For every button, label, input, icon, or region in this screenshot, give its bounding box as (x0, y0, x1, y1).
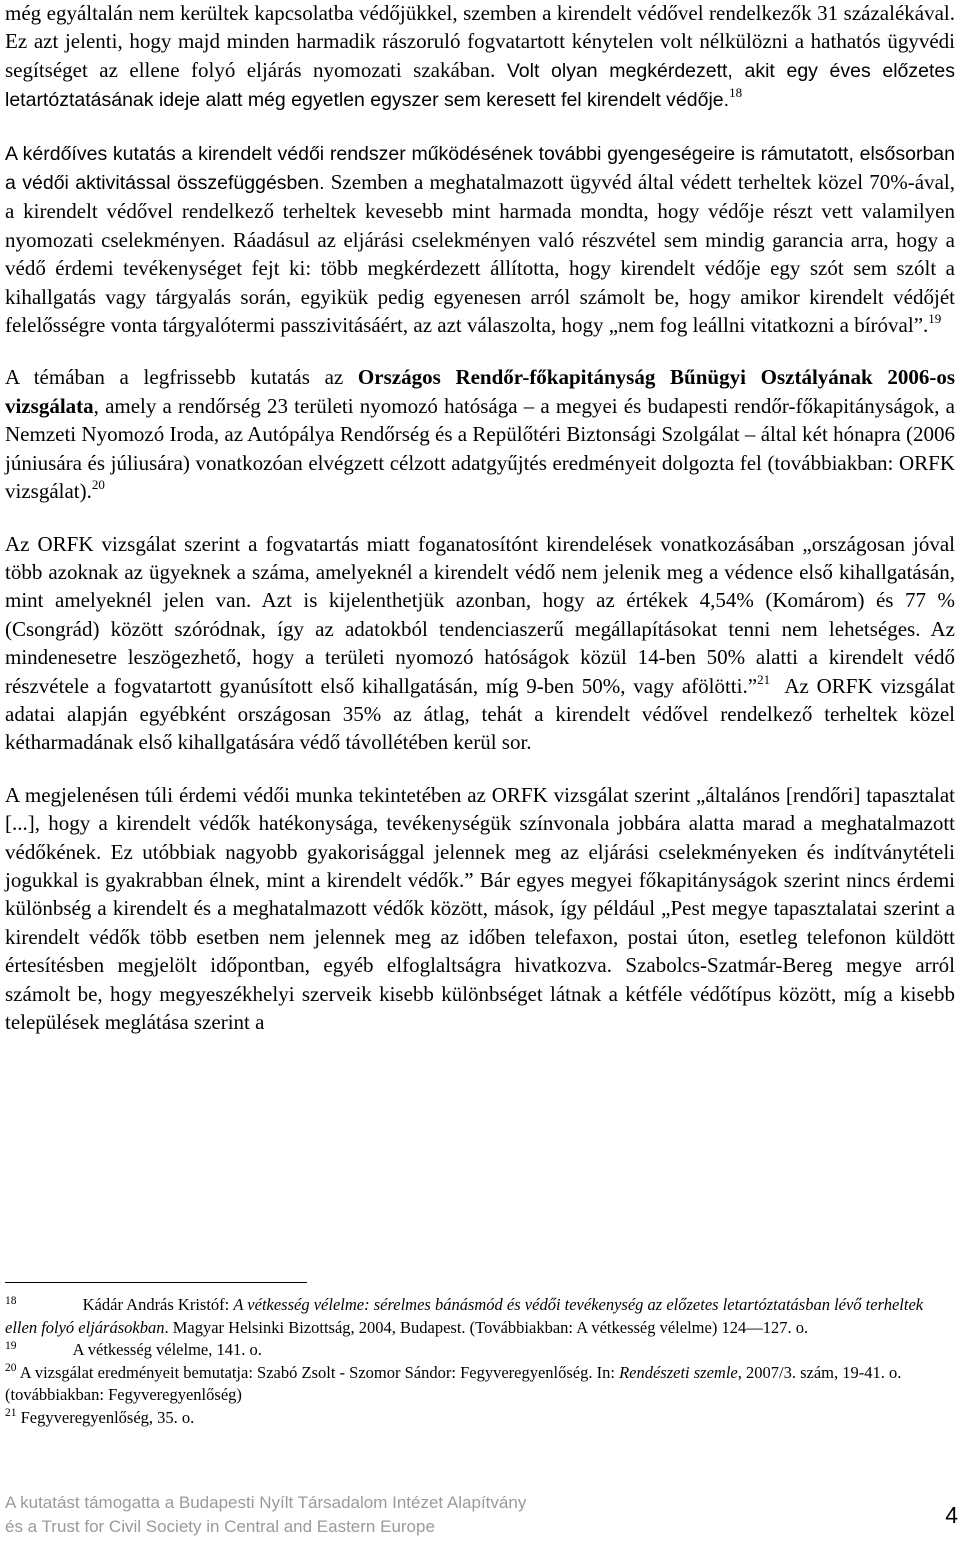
footnote-18-number: 18 (5, 1294, 17, 1307)
footnote-19 (5, 1339, 955, 1362)
footnote-18-rest: . Magyar Helsinki Bizottság, 2004, Budapest. (Továbbiakban: A vétkesség vélelme) 124—127. o. (164, 1317, 809, 1337)
footnote-ref-20[interactable]: 20 (91, 477, 105, 493)
paragraph-2-text: Szemben a meghatalmazott ügyvéd által védett terheltek közel 70%-ával, a kirendelt védővel rendelkező terheltek kevesebb mint harmada mondta, hogy védője részt vett valamilyen nyomozati cselekményen. Ráadásul az eljárási cselekményen való részvétel sem mindig garancia arra, hogy a védő érdemi tevékenységet fejt ki: több megkérdezett állította, hogy kirendelt védője egy szót sem szólt a kihallgatás vagy tárgyalás során, egyikük pedig egyenesen arról számolt be, hogy amikor kirendelt védőjét felelősségre vonta tárgyalótermi passzivitásáért, az azt válaszolta, hogy „nem fog leállni vitatkozni a bíróval”. (5, 170, 955, 338)
footer-line-1: A kutatást támogatta a Budapesti Nyílt Társadalom Intézet Alapítvány (5, 1493, 527, 1512)
paragraph-3-post: , amely a rendőrség 23 területi nyomozó hatósága – a megyei és budapesti rendőr-főkapitányságok, a Nemzeti Nyomozó Iroda, az Autópálya Rendőrség és a Repülőtéri Biztonsági Szolgálat – által két hónapra (2006 júniusára és júliusára) vonatkozóan elvégzett célzott adatgyűjtés eredményeit dolgozta fel (továbbiakban: ORFK vizsgálat). (5, 393, 955, 504)
paragraph-5 (5, 781, 955, 1037)
paragraph-3-study: 2006-os vizsgálata (5, 365, 956, 418)
footnote-20 (5, 1362, 955, 1407)
footnote-20-post: , 2007/3. szám, 19-41. o. (továbbiakban: Fegyveregyenlőség) (5, 1362, 902, 1404)
paragraph-1-text: még egyáltalán nem kerültek kapcsolatba védőjükkel, szemben a kirendelt védővel rendelkezők 31 százalékával. Ez azt jelenti, hogy majd minden harmadik rászoruló fogvatartott kénytelen volt nélkülözni a hathatós ügyvédi segítséget az ellene folyó eljárás nyomozati szakában. (5, 1, 955, 82)
page-number: 4 (945, 1502, 958, 1528)
paragraph-1 (5, 0, 955, 115)
document-body (5, 0, 955, 1036)
footnote-ref-18[interactable]: 18 (729, 85, 743, 101)
footnote-19-number: 19 (5, 1339, 17, 1352)
footnote-20-number: 20 (5, 1362, 17, 1374)
footnotes (5, 1294, 955, 1429)
paragraph-3-pre: A témában a legfrissebb kutatás az (5, 365, 344, 390)
footnote-20-pre: A vizsgálat eredményeit bemutatja: Szabó Zsolt - Szomor Sándor: Fegyveregyenlőség. In: (19, 1362, 615, 1382)
footnote-21 (5, 1407, 955, 1430)
footer-line-2: és a Trust for Civil Society in Central and Eastern Europe (5, 1517, 435, 1536)
footnote-18-title: A vétkesség vélelme: sérelmes bánásmód és védői tevékenység az előzetes letartóztatásban lévő terheltek ellen folyó eljárásokban (5, 1295, 924, 1337)
paragraph-3 (5, 363, 955, 505)
paragraph-4-text: Az ORFK vizsgálat adatai alapján egyébként országosan 35% az átlag, tehát a kirendelt védővel rendelkező terheltek közel kétharmadának első kihallgatására védő távollétében kerül sor. (5, 673, 955, 755)
paragraph-2 (5, 139, 955, 340)
page-footer (5, 1491, 955, 1541)
paragraph-3-org: Országos Rendőr-főkapitányság Bűnügyi Osztályának (357, 365, 873, 390)
footnote-20-journal: Rendészeti szemle (619, 1362, 738, 1382)
footnote-ref-21[interactable]: 21 (757, 671, 771, 687)
paragraph-4-quote: Az ORFK vizsgálat szerint a fogvatartás miatt foganatosítónt kirendelések vonatkozásában „országosan jóval több azoknak az ügyeknek a száma, amelyeknél a kirendelt védő nem jelenik meg a védence első kihallgatásán, mint amelyeknél jelen van. Azt is kijelenthetjük azonban, hogy az értékek 4,54% (Komárom) és 77 % (Csongrád) között szóródnak, így az adatokból tendenciaszerű megállapításokat tenni nem lehetséges. Az mindenesetre leszögezhető, hogy a területi nyomozó hatóságok közül 14-ben 50% alatti a kirendelt védő részvétele a fogvatartott gyanúsított első kihallgatásán, míg 9-ben 50%, vagy afölötti.” (5, 531, 955, 698)
paragraph-1-quote: Volt olyan megkérdezett, akit egy éves előzetes letartóztatásának ideje alatt még egyetlen egyszer sem keresett fel kirendelt védője. (5, 59, 956, 112)
paragraph-5-text: A megjelenésen túli érdemi védői munka tekintetében az ORFK vizsgálat szerint „általános [rendőri] tapasztalat [...], hogy a kirendelt védők hatékonysága, tevékenységük színvonala jobbára alatta marad a meghatalmazott védőkének. Ez utóbbiak nagyobb gyakorisággal jelennek meg az eljárási cselekményeken és indítványtételi jogukkal is gyakrabban élnek, mint a kirendelt védők.” Bár egyes megyei főkapitányságok szerint nincs érdemi különbség a kirendelt és a meghatalmazott védők között, mások, így például „Pest megye tapasztalatai szerint a kirendelt védők több esetben nem jelennek meg az időben telefaxon, postai úton, esetleg telefonon küldött értesítésben megjelölt időpontban, egyéb elfoglaltságra hivatkozva. Szabolcs-Szatmár-Bereg megye arról számolt be, hogy megyeszékhelyi szerveik kisebb különbséget látnak a kétféle védőtípus között, míg a kisebb települések meglátása szerint a (5, 782, 955, 1034)
footnote-separator (5, 1282, 307, 1283)
footnote-18 (5, 1294, 955, 1339)
footnote-18-author: Kádár András Kristóf: (82, 1295, 230, 1314)
footnote-21-text: Fegyveregyenlőség, 35. o. (20, 1407, 195, 1427)
footnote-ref-19[interactable]: 19 (928, 311, 942, 327)
paragraph-2-lead: A kérdőíves kutatás a kirendelt védői rendszer működésének további gyengeségeire is rámutatott, elsősorban a védői aktivitással összefüggésben. (5, 142, 955, 195)
footnote-19-text: A vétkesség vélelme, 141. o. (72, 1340, 262, 1359)
paragraph-4 (5, 530, 955, 757)
footnote-21-number: 21 (5, 1407, 17, 1419)
